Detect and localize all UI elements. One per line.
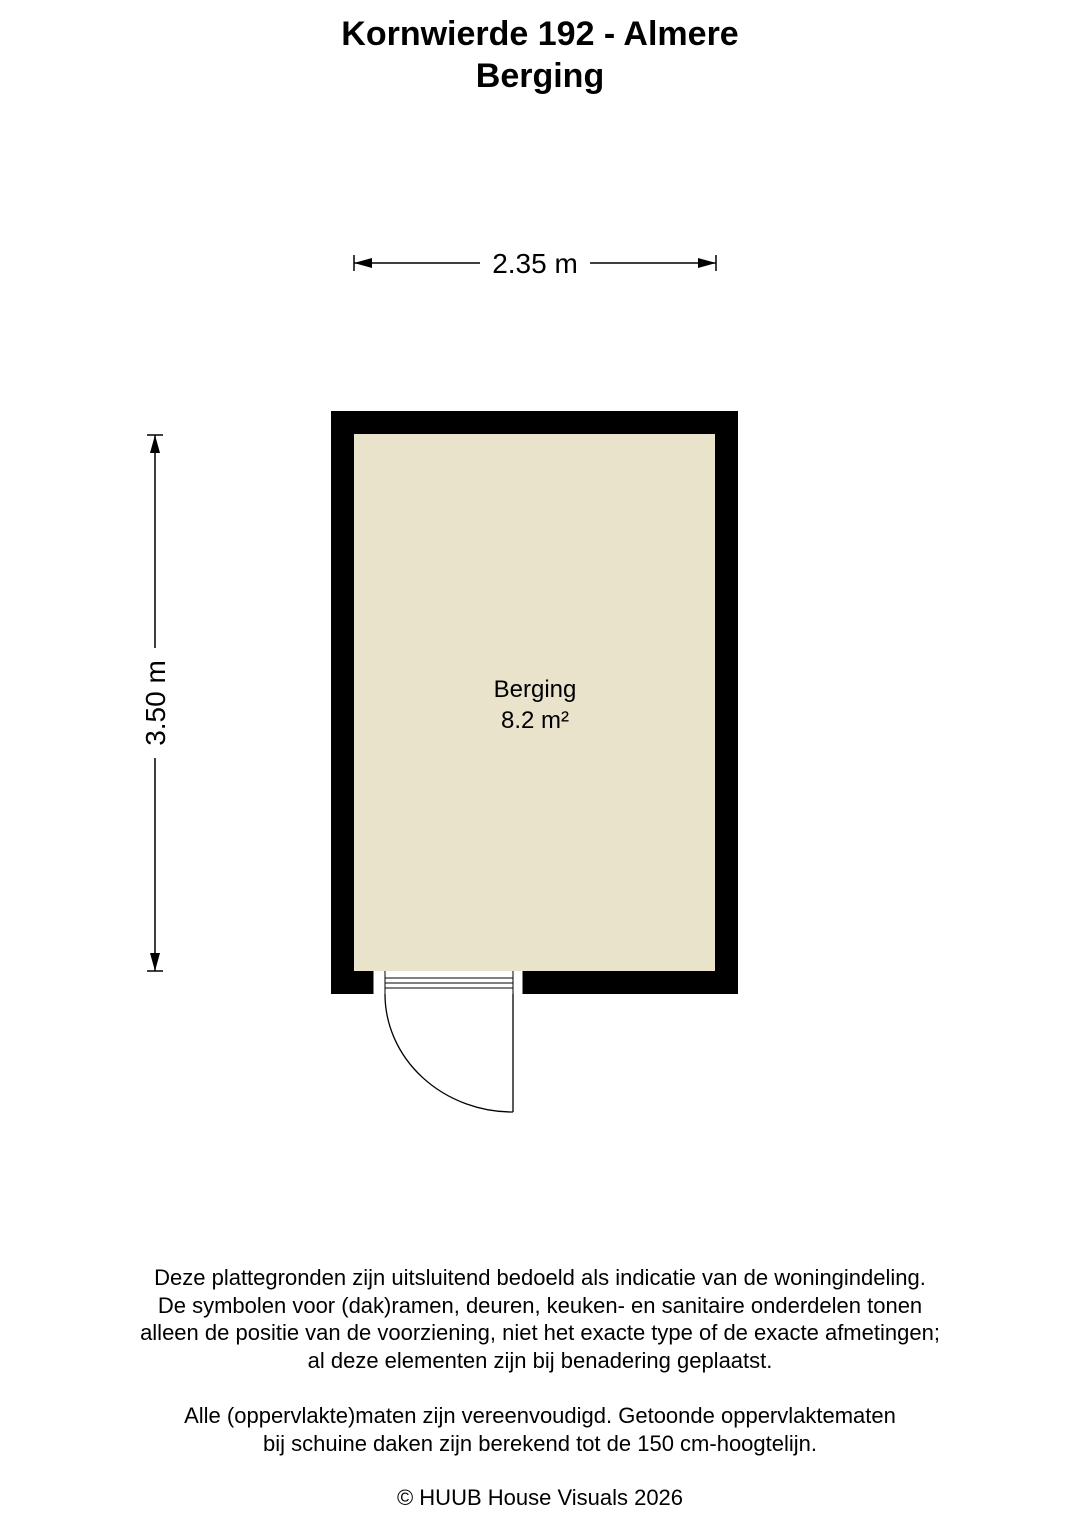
width-label: 2.35 m: [492, 248, 578, 279]
room-berging: [331, 411, 738, 1112]
disclaimer-line: alleen de positie van de voorziening, niet het exacte type of de exacte afmetingen;: [140, 1320, 940, 1345]
disclaimer-line: bij schuine daken zijn berekend tot de 150 cm-hoogtelijn.: [262, 1430, 818, 1456]
disclaimer-paragraph-2: [0, 1402, 1080, 1457]
height-label: 3.50 m: [140, 660, 171, 746]
disclaimer-line: De symbolen voor (dak)ramen, deuren, keuken- en sanitaire onderdelen tonen: [157, 1292, 923, 1318]
plan-subtitle: Berging: [475, 57, 605, 95]
arrow-left-icon: [354, 258, 372, 268]
disclaimer-line: Deze plattegronden zijn uitsluitend bedoeld als indicatie van de woningindeling.: [154, 1265, 926, 1290]
plan-title: Kornwierde 192 - Almere: [341, 15, 739, 53]
disclaimer-line: al deze elementen zijn bij benadering geplaatst.: [307, 1347, 773, 1373]
room-name: Berging: [493, 676, 577, 703]
copyright-notice: © HUUB House Visuals 2026: [396, 1485, 684, 1510]
arrow-right-icon: [698, 258, 716, 268]
arrow-up-icon: [150, 435, 160, 453]
arrow-down-icon: [150, 953, 160, 971]
room-area: 8.2 m²: [500, 707, 570, 734]
height-dimension: [140, 435, 171, 971]
width-dimension: [354, 248, 716, 279]
disclaimer-line: Alle (oppervlakte)maten zijn vereenvoudigd. Getoonde oppervlaktematen: [184, 1403, 896, 1428]
door-swing-icon: [385, 994, 513, 1112]
disclaimer-paragraph-1: [0, 1264, 1080, 1374]
